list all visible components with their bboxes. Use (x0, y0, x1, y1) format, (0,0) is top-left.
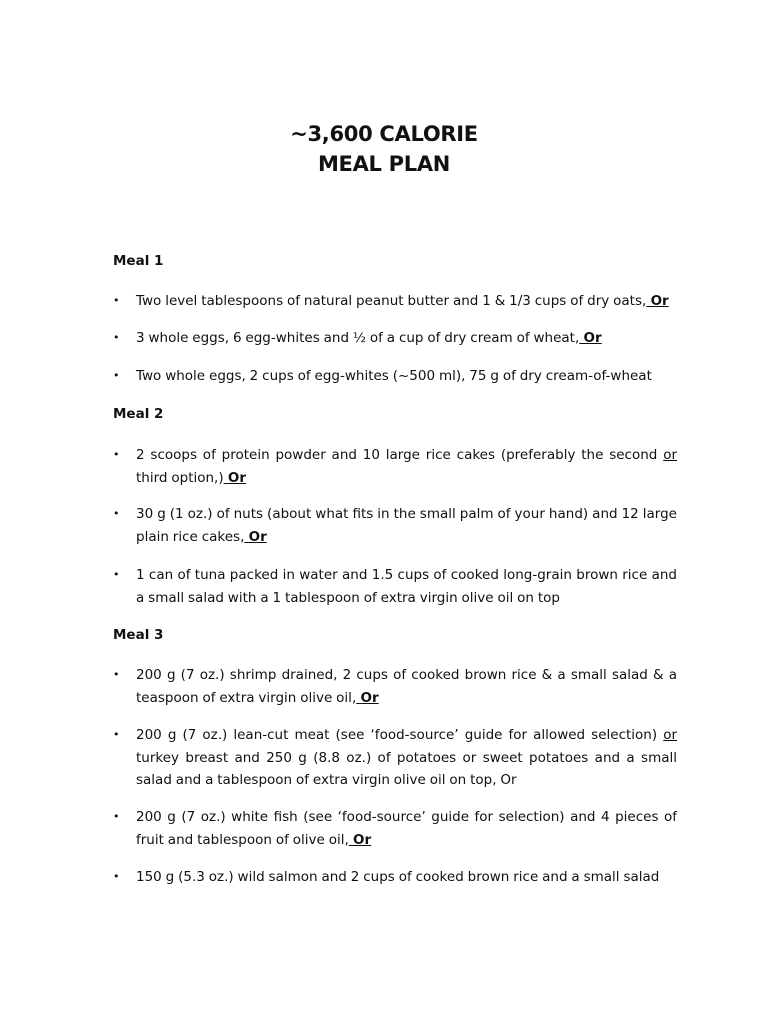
list-item (113, 365, 677, 388)
list-item (113, 866, 677, 889)
meal-3-heading: Meal 3 (113, 627, 164, 643)
bullet: • (113, 568, 120, 581)
list-item-text: 1 can of tuna packed in water and 1.5 cups of cooked long-grain brown rice and a small salad with a 1 tablespoon of extra virgin olive oil on top (136, 567, 677, 606)
bullet: • (113, 369, 120, 382)
list-item-text: 150 g (5.3 oz.) wild salmon and 2 cups of cooked brown rice and a small salad (136, 869, 660, 885)
title-line-1: ~3,600 CALORIE (290, 122, 478, 146)
page-title (0, 119, 768, 179)
list-item-text: 200 g (7 oz.) white fish (see ‘food-source’ guide for selection) and 4 pieces of fruit and tablespoon of olive oil, Or (136, 809, 677, 848)
list-item (113, 664, 677, 709)
list-item-text: Two level tablespoons of natural peanut butter and 1 & 1/3 cups of dry oats, Or (136, 293, 669, 309)
bullet: • (113, 448, 120, 461)
meal-2-heading: Meal 2 (113, 406, 164, 422)
list-item (113, 290, 677, 313)
title-line-2: MEAL PLAN (317, 152, 451, 176)
list-item (113, 806, 677, 851)
bullet: • (113, 507, 120, 520)
meal-1-heading: Meal 1 (113, 253, 164, 269)
list-item-text: 200 g (7 oz.) lean-cut meat (see ‘food-source’ guide for allowed selection) or turkey breast and 250 g (8.8 oz.) of potatoes or sweet potatoes and a small salad and a tablespoon of extra virgin olive oil on top, Or (136, 727, 677, 788)
list-item (113, 444, 677, 489)
bullet: • (113, 870, 120, 883)
list-item (113, 503, 677, 548)
list-item (113, 564, 677, 609)
bullet: • (113, 728, 120, 741)
list-item (113, 327, 677, 350)
bullet: • (113, 668, 120, 681)
list-item-text: 2 scoops of protein powder and 10 large rice cakes (preferably the second or third option,) Or (136, 447, 677, 486)
list-item-text: 30 g (1 oz.) of nuts (about what fits in the small palm of your hand) and 12 large plain rice cakes, Or (136, 506, 677, 545)
list-item-text: Two whole eggs, 2 cups of egg-whites (~500 ml), 75 g of dry cream-of-wheat (136, 368, 652, 384)
bullet: • (113, 294, 120, 307)
bullet: • (113, 331, 120, 344)
list-item-text: 3 whole eggs, 6 egg-whites and ½ of a cup of dry cream of wheat, Or (136, 330, 602, 346)
bullet: • (113, 810, 120, 823)
list-item-text: 200 g (7 oz.) shrimp drained, 2 cups of cooked brown rice & a small salad & a teaspoon of extra virgin olive oil, Or (136, 667, 677, 706)
list-item (113, 724, 677, 792)
